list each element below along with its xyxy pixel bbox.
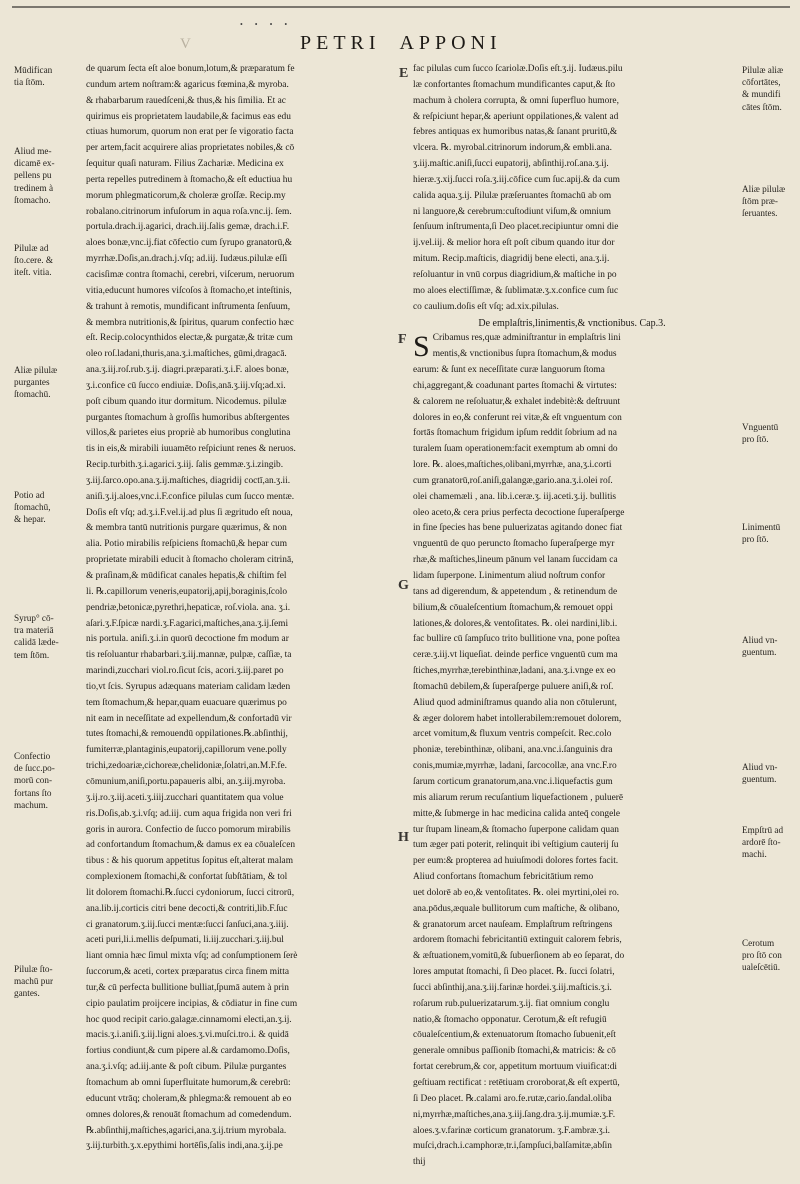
right-margin-note — [742, 761, 794, 785]
margin-line: purgantes — [14, 377, 50, 388]
text-line: macis.ʒ.i.aniſi.ʒ.iij.ligni aloes.ʒ.vi.muſci.tro.i. & quidā — [86, 1030, 289, 1041]
header-word-1: PETRI — [300, 32, 381, 54]
text-line: de quarum ſecta eſt aloe bonum,lotum,& præparatum fe — [86, 64, 295, 74]
margin-line: morū con- — [14, 775, 53, 786]
text-line: Recip.turbith.ʒ.i.agarici.ʒ.iij. ſalis gemmæ.ʒ.i.zingib. — [86, 460, 284, 471]
text-line: hieræ.ʒ.xij.ſucci roſa.ʒ.iij.cōfice cum ſuc.apij.& da cum — [413, 174, 620, 185]
text-line: natio,& ſtomacho opponatur. Cerotum,& eſt refugiū — [413, 1014, 607, 1025]
text-line: ni,myrrhæ,maſtiches,ana.ʒ.iij.ſang.dra.ʒ.ij.mumiæ.ʒ.F. — [413, 1109, 616, 1120]
margin-line: Aliud vn- — [742, 762, 778, 772]
text-line: ſequitur quaſi naturam. Filius Zachariæ. Medicina ex — [86, 159, 284, 170]
text-line: ſucci abſinthij,ana.ʒ.iij.farinæ hordei.ʒ.iij.maſticis.ʒ.i. — [413, 982, 612, 993]
text-line: per artem,facit acquirere alias proprietates nobiles,& cō — [86, 143, 295, 154]
text-line: ni languore,& cerebrum:cuſtodiunt viſum,& omnium — [413, 206, 611, 217]
margin-line: machū pur — [14, 976, 54, 987]
ornament-dots: • • • • — [240, 20, 293, 29]
margin-line: Mūdifican — [14, 65, 53, 75]
text-line: omnes dolores,& renouāt ſtomachum ad comedendum. — [86, 1109, 292, 1120]
margin-line: machi. — [742, 849, 767, 860]
text-line: marindi,zucchari viol.ro.ſicut ſcis, acori.ʒ.iij.paret po — [86, 666, 284, 677]
left-margin-note — [14, 242, 76, 279]
top-rule — [12, 6, 790, 8]
right-margin-note — [742, 634, 794, 658]
text-line: chi,aggregant,& coadunant partes ſtomachi & virtutes: — [413, 380, 617, 391]
text-line: aloes.ʒ.v.farinæ corticum granatorum. ʒ.F.ambræ.ʒ.i. — [413, 1125, 611, 1136]
text-line: ris.Doſis,ab.ʒ.i.vſq; ad.iij. cum aqua frigida non veri fri — [86, 808, 292, 819]
text-line: tis reſoluantur rhabarbari.ʒ.iij.mannæ, pulpæ, caſſiæ, ta — [86, 650, 292, 661]
text-line: fortās ſtomachum frigidum ipſum reddit ſobrium ad na — [413, 428, 617, 439]
text-line: tutes ſtomachi,& remouendū oppilationes.℞.abſinthij, — [86, 729, 288, 740]
text-line: ad confortandum ſtomachum,& damus ex ea cōualeſcen — [86, 840, 296, 851]
text-line: nis portula. aniſi.ʒ.i.in quorū decoctione fm modum ar — [86, 634, 289, 645]
section-marker-g: G — [398, 578, 409, 593]
text-line-part: Cribamus res,quæ adminiſtrantur in emplaſtris lini — [432, 333, 621, 344]
text-line: mitte,& ſubmerge in hac medicina calida anteq̄ congele — [413, 808, 621, 819]
text-line: & membra tantū nutritionis purgare quærimus, & non — [86, 523, 287, 534]
text-line: vnguentū de quo peruncto ſtomacho ſuperaſperge myr — [413, 539, 615, 550]
margin-line: Vnguentū — [742, 422, 779, 432]
running-header — [300, 32, 530, 55]
margin-line: Potio ad — [14, 490, 45, 500]
margin-line: pro ſtō. — [742, 534, 769, 545]
margin-line: ſtomachū. — [14, 389, 51, 400]
text-line: fortius condiunt,& cum pipere al.& cardamomo.Doſis, — [86, 1046, 290, 1057]
text-line: tis in eis,& mirabili iuuamēto reſpiciunt renes & neruos. — [86, 444, 296, 455]
text-line: nit eam in neceſſitate ad expellendum,& confortadū vir — [86, 713, 292, 724]
margin-line: Linimentū — [742, 522, 781, 532]
margin-line: Pilulæ ſto- — [14, 964, 53, 974]
text-line: febres antiquas ex humoribus natas,& ſanant pruritū,& — [413, 127, 618, 138]
text-line: oleo roſ.ladani,thuris,ana.ʒ.i.maſtiches, gūmi,dragacā. — [86, 349, 287, 360]
text-line: pendriæ,betonicæ,pyrethri,hepaticæ, roſ.viola. ana. ʒ.i. — [86, 602, 291, 613]
text-line: & reſpiciunt hepar,& aperiunt oppilationes,& valent ad — [413, 111, 619, 122]
text-line: conis,mumiæ,myrrhæ, ladani, ſarcocollæ, ana vnc.F.ro — [413, 761, 617, 772]
left-margin-note — [14, 612, 76, 661]
text-line: læ confortantes ſtomachum mundificantes caput,& ſto — [413, 79, 616, 90]
text-line: bilium,& cōualeſcentium ſtomachum,& remouet oppi — [413, 602, 613, 613]
margin-line: guentum. — [742, 774, 777, 785]
text-line: complexionem ſtomachi,& confortat ſubſtātiam, & tol — [86, 872, 288, 883]
text-line: ci granatorum.ʒ.iij.ſucci mentæ:ſucci ſanſuci,ana.ʒ.iiij. — [86, 919, 289, 930]
text-line: ij.vel.iij. & melior hora eſt poſt cibum quando itur dor — [413, 238, 615, 249]
text-line: & æger dolorem habet intollerabilem:remouet dolorem, — [413, 713, 622, 724]
text-line: cum granatorū,roſ.aniſi,galangæ,gario.ana.ʒ.i.olei roſ. — [413, 475, 613, 486]
text-line: rhæ,& maſtiches,lineum pānum vel lanam ſuccidam ca — [413, 555, 618, 566]
text-line: lore. ℞. aloes,maſtiches,olibani,myrrhæ, ana,ʒ.i.corti — [413, 460, 612, 471]
text-line: & granatorum arcet nauſeam. Emplaſtrum reſtringens — [413, 919, 613, 930]
text-line: poſt cibum quando itur dormitum. Nicodemus. pilulæ — [86, 396, 287, 407]
text-line: turalem ſuam operationem:facit exemptum ab omni do — [413, 444, 618, 455]
right-margin-note — [742, 421, 794, 445]
text-line: tur,& cū perfecta bullitione bulliat,ſpumā autem à prin — [86, 982, 289, 993]
margin-line: guentum. — [742, 647, 777, 658]
text-line: ʒ.ij.ro.ʒ.iij.aceti.ʒ.iiij.zucchari quantitatem qua volue — [86, 792, 284, 803]
margin-line: machum. — [14, 799, 48, 810]
text-line: phoniæ, terebinthinæ, olibani, ana.vnc.i.ſanguinis dra — [413, 745, 613, 756]
text-line: thij — [413, 1157, 426, 1168]
text-line: generale omnibus paſſionib ſtomachi,& matricis: & cō — [413, 1046, 616, 1057]
text-line: ℞.abſinthij,maſtiches,agarici,ana.ʒ.ij.trium myrobala. — [86, 1125, 287, 1136]
text-line: ctiuas humorum, quorum non erat per ſe vigoratio facta — [86, 127, 294, 138]
text-line: mo aloes electiſſimæ, & ſublimatæ.ʒ.x.confice cum ſuc — [413, 285, 619, 296]
text-line: ʒ.iij.turbith.ʒ.x.epythimi hortēſis,ſalis indi,ana.ʒ.ij.pe — [86, 1141, 283, 1152]
right-text-column — [413, 62, 731, 1178]
margin-line: pro ſtō. — [742, 434, 769, 445]
margin-line: gantes. — [14, 988, 40, 999]
margin-line: Pilulæ ad — [14, 243, 49, 253]
text-line: cacisſimæ contra ſtomachi, cerebri, viſcerum, neruorum — [86, 269, 295, 280]
margin-line: pro ſtō con — [742, 950, 782, 961]
left-margin-note — [14, 64, 76, 88]
margin-line: cōfortātes, — [742, 77, 781, 88]
margin-line: de ſucc.po- — [14, 763, 55, 774]
text-line: Doſis eſt vſq; ad.ʒ.i.F.vel.ij.ad plus ſi ægritudo eſt noua, — [86, 507, 293, 518]
margin-line: pellens pu — [14, 170, 52, 181]
text-line: ceræ.ʒ.iij.vt liqueſiat. deinde perfice vnguentū cum ma — [413, 650, 618, 661]
text-line: robalano.citrinorum infuſorum in aqua roſa.vnc.ij. ſem. — [86, 206, 292, 217]
text-line: ſi Deo placet. ℞.calami aro.fe.rutæ,cario.ſandal.oliba — [413, 1093, 612, 1104]
text-line: arcet vomitum,& fluxum ventris compeſcit. Rec.colo — [413, 729, 612, 740]
text-line: per eum:& propterea ad huiuſmodi dolores fortes facit. — [413, 856, 619, 867]
text-line: ſtiches,myrrhæ,terebinthinæ,ladani, ana.ʒ.i.vnge ex eo — [413, 666, 616, 677]
margin-line: & hepar. — [14, 514, 46, 525]
margin-line: ſto.cere. & — [14, 255, 54, 266]
watermark-text: V — [180, 36, 193, 52]
margin-line: iteſt. vitia. — [14, 267, 52, 278]
text-line: quirimus eis proprietatem laudabile,& facimus eas edu — [86, 111, 291, 122]
text-line: muſci,drach.i.camphoræ,tr.i,ſampſuci,balſamitæ,abſin — [413, 1141, 612, 1152]
right-margin-note — [742, 64, 794, 113]
text-line: cōmunium,aniſi,portu.papaueris albi, an.ʒ.iij.myroba. — [86, 776, 286, 787]
text-line: ʒ.iij.ſarco.opo.ana.ʒ.ij.maſtiches, diagridij coctī,an.ʒ.ii. — [86, 475, 291, 486]
margin-line: Eṃpſtrū ad — [742, 825, 784, 835]
text-line: geſtiuam rectificat : retētiuam croroborat,& eſt expertū, — [413, 1078, 620, 1088]
text-line: purgantes ſtomachum à groſſis humoribus abſtergentes — [86, 412, 290, 423]
text-line: ana.pōdus,æquale bullitorum cum maſtiche, & olibano, — [413, 903, 620, 914]
text-line: reſoluantur in vnū corpus diagridium,& maſtiche in po — [413, 269, 617, 280]
text-line: proprietate mirabili educit à ſtomacho choleram citrinā, — [86, 555, 294, 566]
margin-line: cātes ſtōm. — [742, 101, 782, 112]
text-line: lores amputat ſtomachi, ſi Deo placet. ℞. ſucci ſolatri, — [413, 967, 615, 978]
text-line: & praſinam,& mūdificat canales hepatis,& chiſtim fel — [86, 571, 287, 581]
margin-line: ſeruantes. — [742, 208, 778, 219]
text-line: tum æger pati poterit, relinquit ibi veſtigium cauterij ſu — [413, 840, 619, 851]
text-line: eſt. Recip.colocynthidos electæ,& purgatæ,& tritæ cum — [86, 333, 293, 344]
text-line: educunt vtrāq; choleram,& phlegma:& remouent ab eo — [86, 1093, 292, 1104]
text-line: tibus : & his quorum appetitus ſopitus eſt,alterat malam — [86, 856, 294, 867]
text-line: mis aliarum rerum recuſantium liquefactionem , puluerē — [413, 792, 624, 803]
margin-line: ſtomachū, — [14, 502, 51, 513]
text-line: uet dolorē ab eo,& ventoſitates. ℞. olei myrtini,olei ro. — [413, 887, 620, 898]
text-line: & æſtuationem,vomitū,& ſubuerſionem ab eo ſeparat, do — [413, 951, 625, 962]
text-line: tem ſtomachum,& hepar,quam euacuare quærimus po — [86, 697, 287, 708]
text-line: fortat cerebrum,& cor, appetitum mortuum viuificat:di — [413, 1062, 617, 1073]
text-line: ſtomachum ab omni ſuperfluitate humorum,& cerebrū: — [86, 1078, 291, 1088]
margin-line: Aliæ pilulæ — [14, 365, 58, 375]
text-line: alia. Potio mirabilis reſpiciens ſtomachū,& hepar cum — [86, 539, 287, 550]
text-line: co caulium.doſis eſt vſq; ad.xix.pilulas. — [413, 301, 559, 312]
text-line: tio,vt ſcis. Syrupus adæquans materiam calidam læden — [86, 681, 291, 692]
text-line: cipio paulatim proijcere incipias, & cōdiatur in fine cum — [86, 998, 298, 1009]
text-line: Aliud confortans ſtomachum febricitātium remo — [413, 872, 594, 883]
margin-line: ardorē ſto- — [742, 837, 781, 848]
drop-cap: S — [413, 330, 430, 364]
section-marker-h: H — [398, 830, 409, 845]
section-marker-f: F — [398, 332, 407, 347]
margin-line: tia ſtōm. — [14, 77, 45, 88]
text-line: ana.ʒ.i.vſq; ad.iij.ante & poſt cibum. Pilulæ purgantes — [86, 1062, 287, 1073]
text-line: dolores in eo,& conferunt rei vitæ,& eſt vnguentum con — [413, 412, 622, 423]
text-line: trichi,zedoariæ,cichoreæ,chelidoniæ,ſolatri,an.M.F.fe. — [86, 761, 288, 772]
right-margin-note — [742, 521, 794, 545]
margin-line: ſtōm præ- — [742, 196, 778, 207]
right-margin-note — [742, 937, 794, 974]
text-line: ſenſuum inſtrumenta,ſi Deo placet.recipiuntur omni die — [413, 222, 619, 233]
text-line: olei chamemæli , ana. lib.i.ceræ.ʒ. iij.aceti.ʒ.ij. bullitis — [413, 491, 617, 502]
text-line: hoc quod recipit cario.galagæ.cinnamomi electi,an.ʒ.ij. — [86, 1014, 292, 1025]
section-marker-e: E — [399, 66, 409, 81]
text-line: li. ℞.capillorum veneris,eupatorij,apij,boraginis,ſcolo — [86, 586, 288, 597]
text-line: aloes bonæ,vnc.ij.fiat cōfectio cum ſyrupo granatorū,& — [86, 238, 292, 249]
margin-line: tredinem à — [14, 182, 54, 193]
text-line: myrrhæ.Doſis,an.drach.j.vſq; ad.iij. Iudæus.pilulæ eſſi — [86, 254, 288, 265]
section-heading: De emplaſtris,linimentis,& vnctionibus. Cap.3. — [478, 317, 666, 329]
text-line: ſtomachū debilem,& ſuperaſperge puluere aniſi,& roſ. — [413, 681, 614, 692]
left-text-column — [86, 62, 390, 1178]
text-line: & trahunt à remotis, mundificant inſtrumenta ſenſuum, — [86, 301, 291, 312]
text-line: morum phlegmaticorum,& choleræ groſſæ. Recip.my — [86, 190, 286, 201]
text-line: goris in aurora. Confectio de ſucco pomorum mirabilis — [86, 824, 291, 835]
text-line: earum: & ſunt ex neceſſitate curæ languorum ſtoma — [413, 365, 605, 376]
text-line: & rhabarbarum rauedſceni,& thus,& his ſimilia. Et ac — [86, 95, 286, 106]
text-line: aceti puri,li.i.mellis deſpumati, li.iij.zucchari.ʒ.iij.bul — [86, 935, 284, 946]
left-margin-note — [14, 145, 76, 206]
margin-line: Aliud me- — [14, 146, 52, 156]
text-line: ardorem ſtomachi febricitantiū extinguit calorem febris, — [413, 935, 622, 946]
text-line: vlcera. ℞. myrobal.citrinorum indorum,& embli.ana. — [413, 143, 612, 154]
text-line: ʒ.i.confice cū ſucco endiuiæ. Doſis,anā.ʒ.iij.vſq;ad.xi. — [86, 380, 286, 391]
margin-line: tra materiā — [14, 625, 54, 636]
text-line: ana.ʒ.iij.roſ.rub.ʒ.ij. diagri.præparati.ʒ.i.F. aloes bonæ, — [86, 365, 289, 376]
text-line: aſari.ʒ.F.ſpicæ nardi.ʒ.F.agarici,maſtiches,ana.ʒ.ij.ſemi — [86, 618, 289, 629]
text-line: fac pilulas cum ſucco ſcariolæ.Doſis eſt.ʒ.ij. Iudæus.pilu — [413, 64, 623, 74]
margin-line: Aliæ pilulæ — [742, 184, 786, 194]
text-line: lationes,& dolores,& ventoſitates. ℞. olei nardini,lib.i. — [413, 618, 618, 629]
text-line: machum à cholera corrupta, & omni ſuperfluo humore, — [413, 95, 619, 106]
margin-line: & mundifi — [742, 89, 781, 100]
text-line: liant omnia hæc ſimul mixta vſq; ad conſumptionem ſerè — [86, 951, 298, 962]
text-line: tans ad digerendum, & appetendum , & retinendum de — [413, 586, 618, 597]
text-line: ſuccorum,& aceti, cortex præparatus circa finem mitta — [86, 967, 290, 978]
margin-line: Confectio — [14, 751, 51, 761]
left-margin-note — [14, 750, 76, 811]
text-line: roſarum rub.puluerizatarum.ʒ.ij. fiat omnium conglu — [413, 998, 610, 1009]
text-line: mitum. Recip.maſticis, diagridij bene electi, ana.ʒ.ij. — [413, 254, 610, 265]
header-word-2: APPONI — [399, 32, 502, 54]
margin-line: ſtomacho. — [14, 194, 51, 205]
text-line: ʒ.iij.maſtic.aniſi,ſucci eupatorij, abſinthij.roſ.ana.ʒ.ij. — [413, 159, 609, 170]
margin-line: Pilulæ aliæ — [742, 65, 784, 75]
text-line: ana.lib.ij.corticis citri bene decocti,& contriti,lib.F.ſuc — [86, 903, 288, 914]
text-line: Aliud quod adminiſtramus quando alia non cōtulerunt, — [413, 697, 617, 708]
text-line: calida aqua.ʒ.ij. Pilulæ præſeruantes ſtomachū ab om — [413, 190, 612, 201]
left-margin-note — [14, 489, 76, 526]
text-line: portula.drach.ij.agarici, drach.iij.ſalis gemæ, drach.i.F. — [86, 222, 290, 233]
text-line: & membra nutritionis,& ſpiritus, quarum confectio hæc — [86, 317, 294, 328]
margin-line: calidā læde- — [14, 637, 59, 648]
text-line: perta repelles putredinem à ſtomacho,& eſt eductiua hu — [86, 174, 293, 185]
text-line: fac bullire cū ſampſuco trito bullitione vna, pone poſtea — [413, 634, 620, 645]
margin-line: Cerotum — [742, 938, 775, 948]
text-line: mentis,& vnctionibus ſupra ſtomachum,& modus — [432, 349, 617, 360]
margin-line: fortans ſto — [14, 787, 52, 798]
margin-line: Aliud vn- — [742, 635, 778, 645]
text-line: cundum artem noſtram:& agaricus fœmina,& myroba. — [86, 79, 289, 90]
right-margin-note — [742, 183, 794, 220]
text-line: lidam ſuperpone. Linimentum aliud noſtrum confor — [413, 571, 606, 581]
text-line: ſarum corticum granatorum,ana.vnc.i.liquefactis gum — [413, 776, 613, 787]
text-line: tur ſtupam lineam,& ſtomacho ſuperpone calidam quan — [413, 824, 619, 835]
text-line: fumiterræ,plantaginis,eupatorij,capillorum vene.polly — [86, 745, 287, 756]
left-margin-note — [14, 963, 76, 1000]
text-line: lit dolorem ſtomachi.℞.ſucci cydoniorum, ſucci citrorū, — [86, 887, 295, 898]
text-line: vitia,educunt humores viſcoſos à ſtomacho,et inteſtinis, — [86, 285, 292, 296]
text-line: oleo aceto,& cera prius perfecta decoctione ſuperaſperge — [413, 507, 625, 518]
margin-line: dicamē ex- — [14, 158, 55, 169]
text-line: villos,& parietes eius propriè ab humoribus conglutina — [86, 428, 291, 439]
text-line: cōualeſcentium,& extenuatorum ſtomacho ſubuenit,eſt — [413, 1030, 616, 1041]
text-line: & calorem ne reſoluatur,& exhalet indebitè:& deſtruunt — [413, 396, 621, 407]
left-margin-note — [14, 364, 76, 401]
margin-line: ualeſcētiū. — [742, 962, 781, 973]
text-line: aniſi.ʒ.ij.aloes,vnc.i.F.confice pilulas cum ſucco mentæ. — [86, 491, 295, 502]
margin-line: Syrup° cō- — [14, 613, 54, 623]
text-line: in fine ſpecies has bene puluerizatas agitando donec fiat — [413, 523, 623, 534]
margin-line: tem ſtōm. — [14, 649, 50, 660]
right-margin-note — [742, 824, 794, 861]
